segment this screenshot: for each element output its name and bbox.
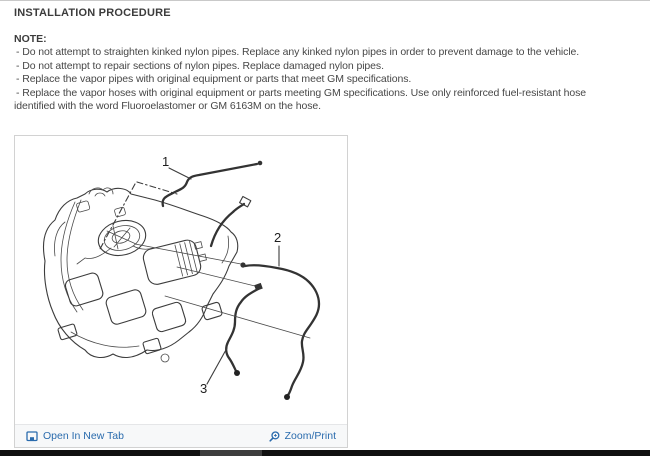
evap-canister — [141, 237, 209, 287]
vapor-pipe-2 — [240, 262, 319, 400]
callout-1: 1 — [162, 154, 170, 169]
open-in-new-tab-icon — [26, 431, 38, 442]
note-item: - Replace the vapor hoses with original equipment or parts meeting GM specifications. Use only reinforced fuel-resistant hose identified with the word Fluoroelastomer or GM 6163M on the hose. — [14, 86, 586, 112]
open-in-new-tab-link[interactable] — [26, 430, 124, 442]
fuel-tank-diagram — [15, 136, 347, 424]
procedure-text-block — [14, 7, 636, 114]
section-plane-lines — [100, 182, 177, 249]
zoom-print-label: Zoom/Print — [284, 430, 336, 442]
page-title: INSTALLATION PROCEDURE — [14, 7, 171, 19]
note-label: NOTE: — [14, 33, 47, 45]
figure-card — [14, 135, 348, 448]
note-item: - Do not attempt to straighten kinked nylon pipes. Replace any kinked nylon pipes in order to prevent damage to the vehicle. — [16, 46, 580, 58]
fuel-pump-module — [77, 216, 153, 264]
scrollbar-thumb[interactable] — [200, 450, 262, 456]
attachment-lines — [135, 244, 310, 338]
callout-2: 2 — [274, 230, 282, 245]
note-item: - Replace the vapor pipes with original equipment or parts that meet GM specifications. — [16, 73, 412, 85]
bottom-bar — [0, 450, 650, 456]
vapor-pipe-3 — [226, 283, 263, 376]
note-list — [14, 46, 628, 114]
open-in-new-tab-label: Open In New Tab — [43, 430, 124, 442]
zoom-print-link[interactable] — [269, 430, 336, 442]
vent-hose — [211, 196, 251, 263]
callout-3: 3 — [200, 381, 208, 396]
magnifier-icon — [269, 431, 280, 442]
figure-footer — [15, 424, 347, 447]
note-item: - Do not attempt to repair sections of nylon pipes. Replace damaged nylon pipes. — [16, 59, 384, 72]
